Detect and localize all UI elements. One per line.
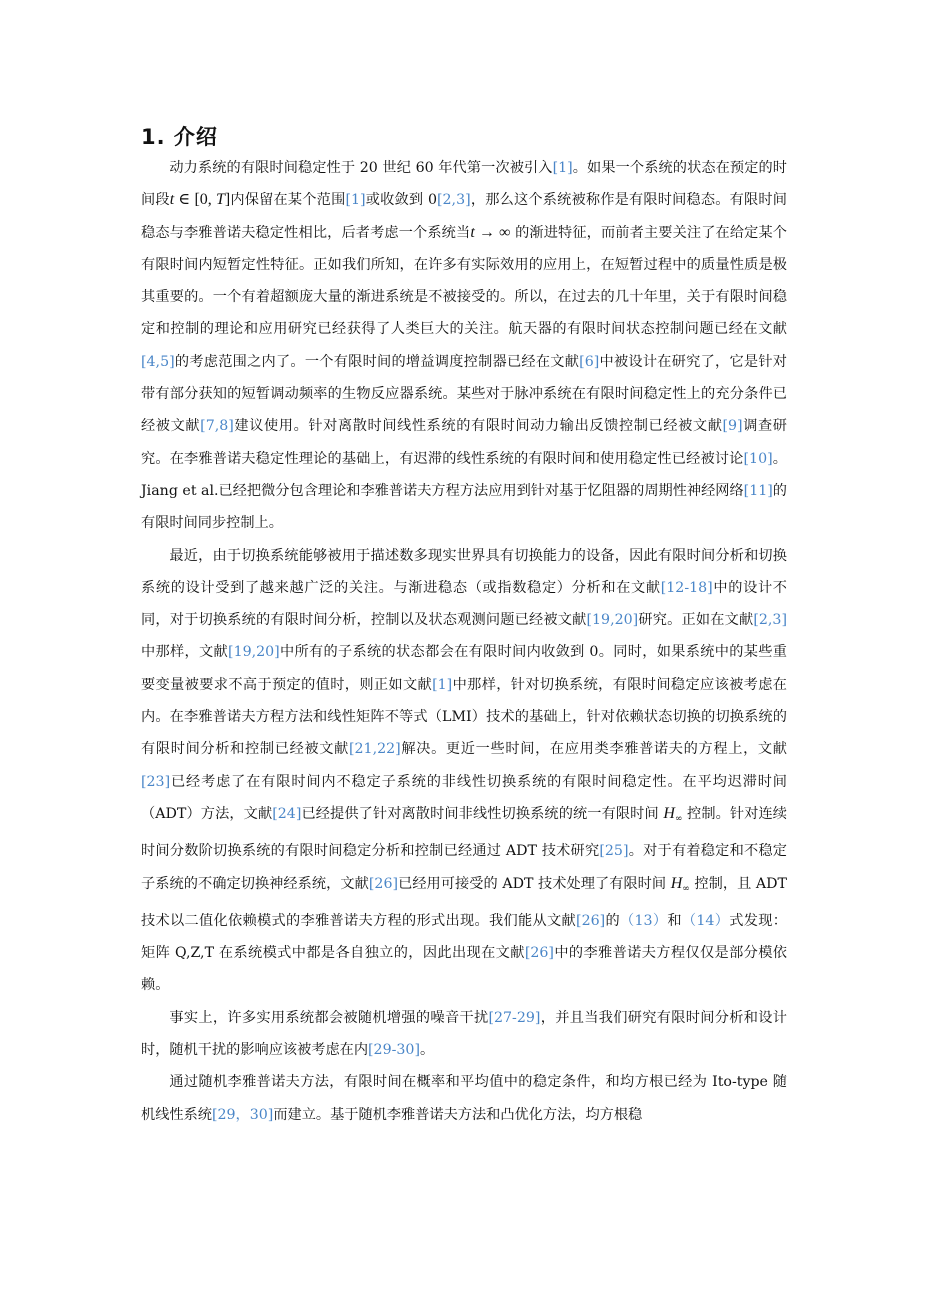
paragraph-2 (141, 540, 787, 1002)
citation-link[interactable]: [10] (743, 450, 773, 467)
text: 。Jiang et al.已经把微分包含理论和李雅普诺夫方程方法应用到针对基于忆阻器的周期性神经网络 (141, 450, 787, 499)
citation-link[interactable]: [9] (722, 418, 743, 435)
citation-link[interactable]: [26] (524, 945, 554, 962)
section-heading: 1. 介绍 (141, 125, 218, 149)
citation-link[interactable]: [26] (576, 912, 606, 929)
text: 的有限时间同步控制上。 (141, 482, 787, 532)
text: 控制，且 ADT 技术以二值化依赖模式的李雅普诺夫方程的形式出现。我们能从文献 (141, 875, 787, 929)
text: 。 (420, 1042, 435, 1059)
math-variable: H (670, 874, 683, 892)
citation-link[interactable]: [1] (552, 160, 573, 176)
text: ，那么这个系统被称作是有限时间稳态。有限时间稳态与李雅普诺夫稳定性相比，后者考虑一个系统当 (141, 192, 787, 241)
paragraph-3 (141, 1002, 787, 1067)
equation-reference[interactable]: （14） (681, 912, 730, 929)
text: 中的设计不同，对于切换系统的有限时间分析，控制以及状态观测问题已经被文献 (141, 579, 787, 629)
math-variable: H (663, 804, 675, 822)
citation-link[interactable]: [21,22] (349, 741, 401, 758)
text: 建议使用。针对离散时间线性系统的有限时间动力输出反馈控制已经被文献 (233, 418, 723, 435)
text: 而建立。基于随机李雅普诺夫方法和凸优化方法，均方根稳 (273, 1106, 643, 1123)
text: 研究。正如在文献 (638, 612, 754, 629)
math-variable: T (215, 191, 225, 209)
math-variable: t (470, 223, 475, 241)
text: 通过随机李雅普诺夫方法，有限时间在概率和平均值中的稳定条件，和均方根已经为 Ito-type 随机线性系统 (141, 1074, 787, 1123)
math-symbol: [0, (194, 191, 216, 209)
paragraph-1 (141, 152, 787, 540)
text: 已经考虑了在有限时间内不稳定子系统的非线性切换系统的有限时间稳定性。在平均迟滞时间（ADT）方法，文献 (141, 773, 787, 822)
text: 调查研究。在李雅普诺夫稳定性理论的基础上，有迟滞的线性系统的有限时间和使用稳定性已经被讨论 (141, 418, 787, 467)
math-variable: t (169, 191, 175, 209)
citation-link[interactable]: [7,8] (200, 418, 234, 435)
text: 式发现：矩阵 Q,Z,T 在系统模式中都是各自独立的，因此出现在文献 (141, 912, 787, 962)
text: 的 (605, 912, 620, 929)
text: 中所有的子系统的状态都会在有限时间内收敛到 0。同时，如果系统中的某些重要变量被要求不高于预定的值时，则正如文献 (141, 644, 787, 693)
citation-link[interactable]: [2,3] (753, 612, 787, 629)
citation-link[interactable]: [19,20] (228, 644, 280, 661)
citation-link[interactable]: [29-30] (368, 1042, 420, 1059)
text: 中被设计在研究了，它是针对带有部分获知的短暂调动频率的生物反应器系统。某些对于脉冲系统在有限时间稳定性上的充分条件已经被文献 (141, 353, 787, 435)
text: 。对于有着稳定和不稳定子系统的不确定切换神经系统，文献 (141, 843, 787, 892)
citation-link[interactable]: [23] (141, 773, 171, 790)
citation-link[interactable]: [2,3] (437, 192, 471, 209)
citation-link[interactable]: [26] (368, 875, 399, 892)
text: 的渐进特征，而前者主要关注了在给定某个有限时间内短暂定性特征。正如我们所知，在许多有实际效用的应用上，在短暂过程中的质量性质是极其重要的。一个有着超额庞大量的渐进系统是不被接受的。所以，在过去的几十年里，关于有限时间稳定和控制的理论和应用研究已经获得了人类巨大的关注。航天器的有限时间状态控制问题已经在文献 (141, 224, 787, 338)
text: 中那样，文献 (141, 644, 229, 661)
math-subscript: ∞ (674, 813, 683, 824)
text: ，并且当我们研究有限时间分析和设计时，随机干扰的影响应该被考虑在内 (141, 1009, 787, 1059)
text: 动力系统的有限时间稳定性于 20 世纪 60 年代第一次被引入 (169, 160, 553, 176)
equation-reference[interactable]: （13） (620, 912, 668, 929)
citation-link[interactable]: [27-29] (488, 1009, 541, 1026)
text: 事实上，许多实用系统都会被随机增强的噪音干扰 (169, 1009, 489, 1026)
math-subscript: ∞ (682, 883, 690, 894)
citation-link[interactable]: [4,5] (141, 353, 175, 370)
citation-link[interactable]: [11] (743, 482, 773, 499)
text: 或收敛到 0 (365, 192, 437, 209)
text: 内保留在某个范围 (230, 192, 346, 209)
text: 中的李雅普诺夫方程仅仅是部分模依赖。 (141, 945, 787, 994)
text: 已经用可接受的 ADT 技术处理了有限时间 (398, 875, 671, 892)
text: 中那样，针对切换系统，有限时间稳定应该被考虑在内。在李雅普诺夫方程方法和线性矩阵不等式（LMI）技术的基础上，针对依赖状态切换的切换系统的有限时间分析和控制已经被文献 (141, 676, 787, 758)
body-text (141, 152, 787, 1131)
paragraph-4 (141, 1066, 787, 1131)
citation-link[interactable]: [6] (579, 353, 600, 370)
citation-link[interactable]: [19,20] (586, 612, 639, 629)
math-symbol: ] (224, 191, 231, 209)
citation-link[interactable]: [25] (599, 843, 629, 860)
citation-link[interactable]: [29，30] (211, 1106, 274, 1123)
math-symbol: → ∞ (474, 223, 511, 241)
text: 的考虑范围之内了。一个有限时间的增益调度控制器已经在文献 (174, 353, 580, 370)
text: 已经提供了针对离散时间非线性切换系统的统一有限时间 (301, 805, 664, 822)
citation-link[interactable]: [1] (345, 192, 366, 209)
math-symbol: ∈ (174, 191, 195, 209)
citation-link[interactable]: [24] (272, 805, 302, 822)
text: 和 (667, 912, 682, 929)
citation-link[interactable]: [12-18] (660, 579, 713, 596)
text: 控制。针对连续时间分数阶切换系统的有限时间稳定分析和控制已经通过 ADT 技术研究 (141, 805, 787, 860)
text: 。如果一个系统的状态在预定的时间段 (141, 160, 787, 209)
citation-link[interactable]: [1] (432, 676, 453, 693)
text: 最近，由于切换系统能够被用于描述数多现实世界具有切换能力的设备，因此有限时间分析和切换系统的设计受到了越来越广泛的关注。与渐进稳态（或指数稳定）分析和在文献 (141, 547, 787, 596)
text: 解决。更近一些时间，在应用类李雅普诺夫的方程上，文献 (400, 741, 787, 758)
